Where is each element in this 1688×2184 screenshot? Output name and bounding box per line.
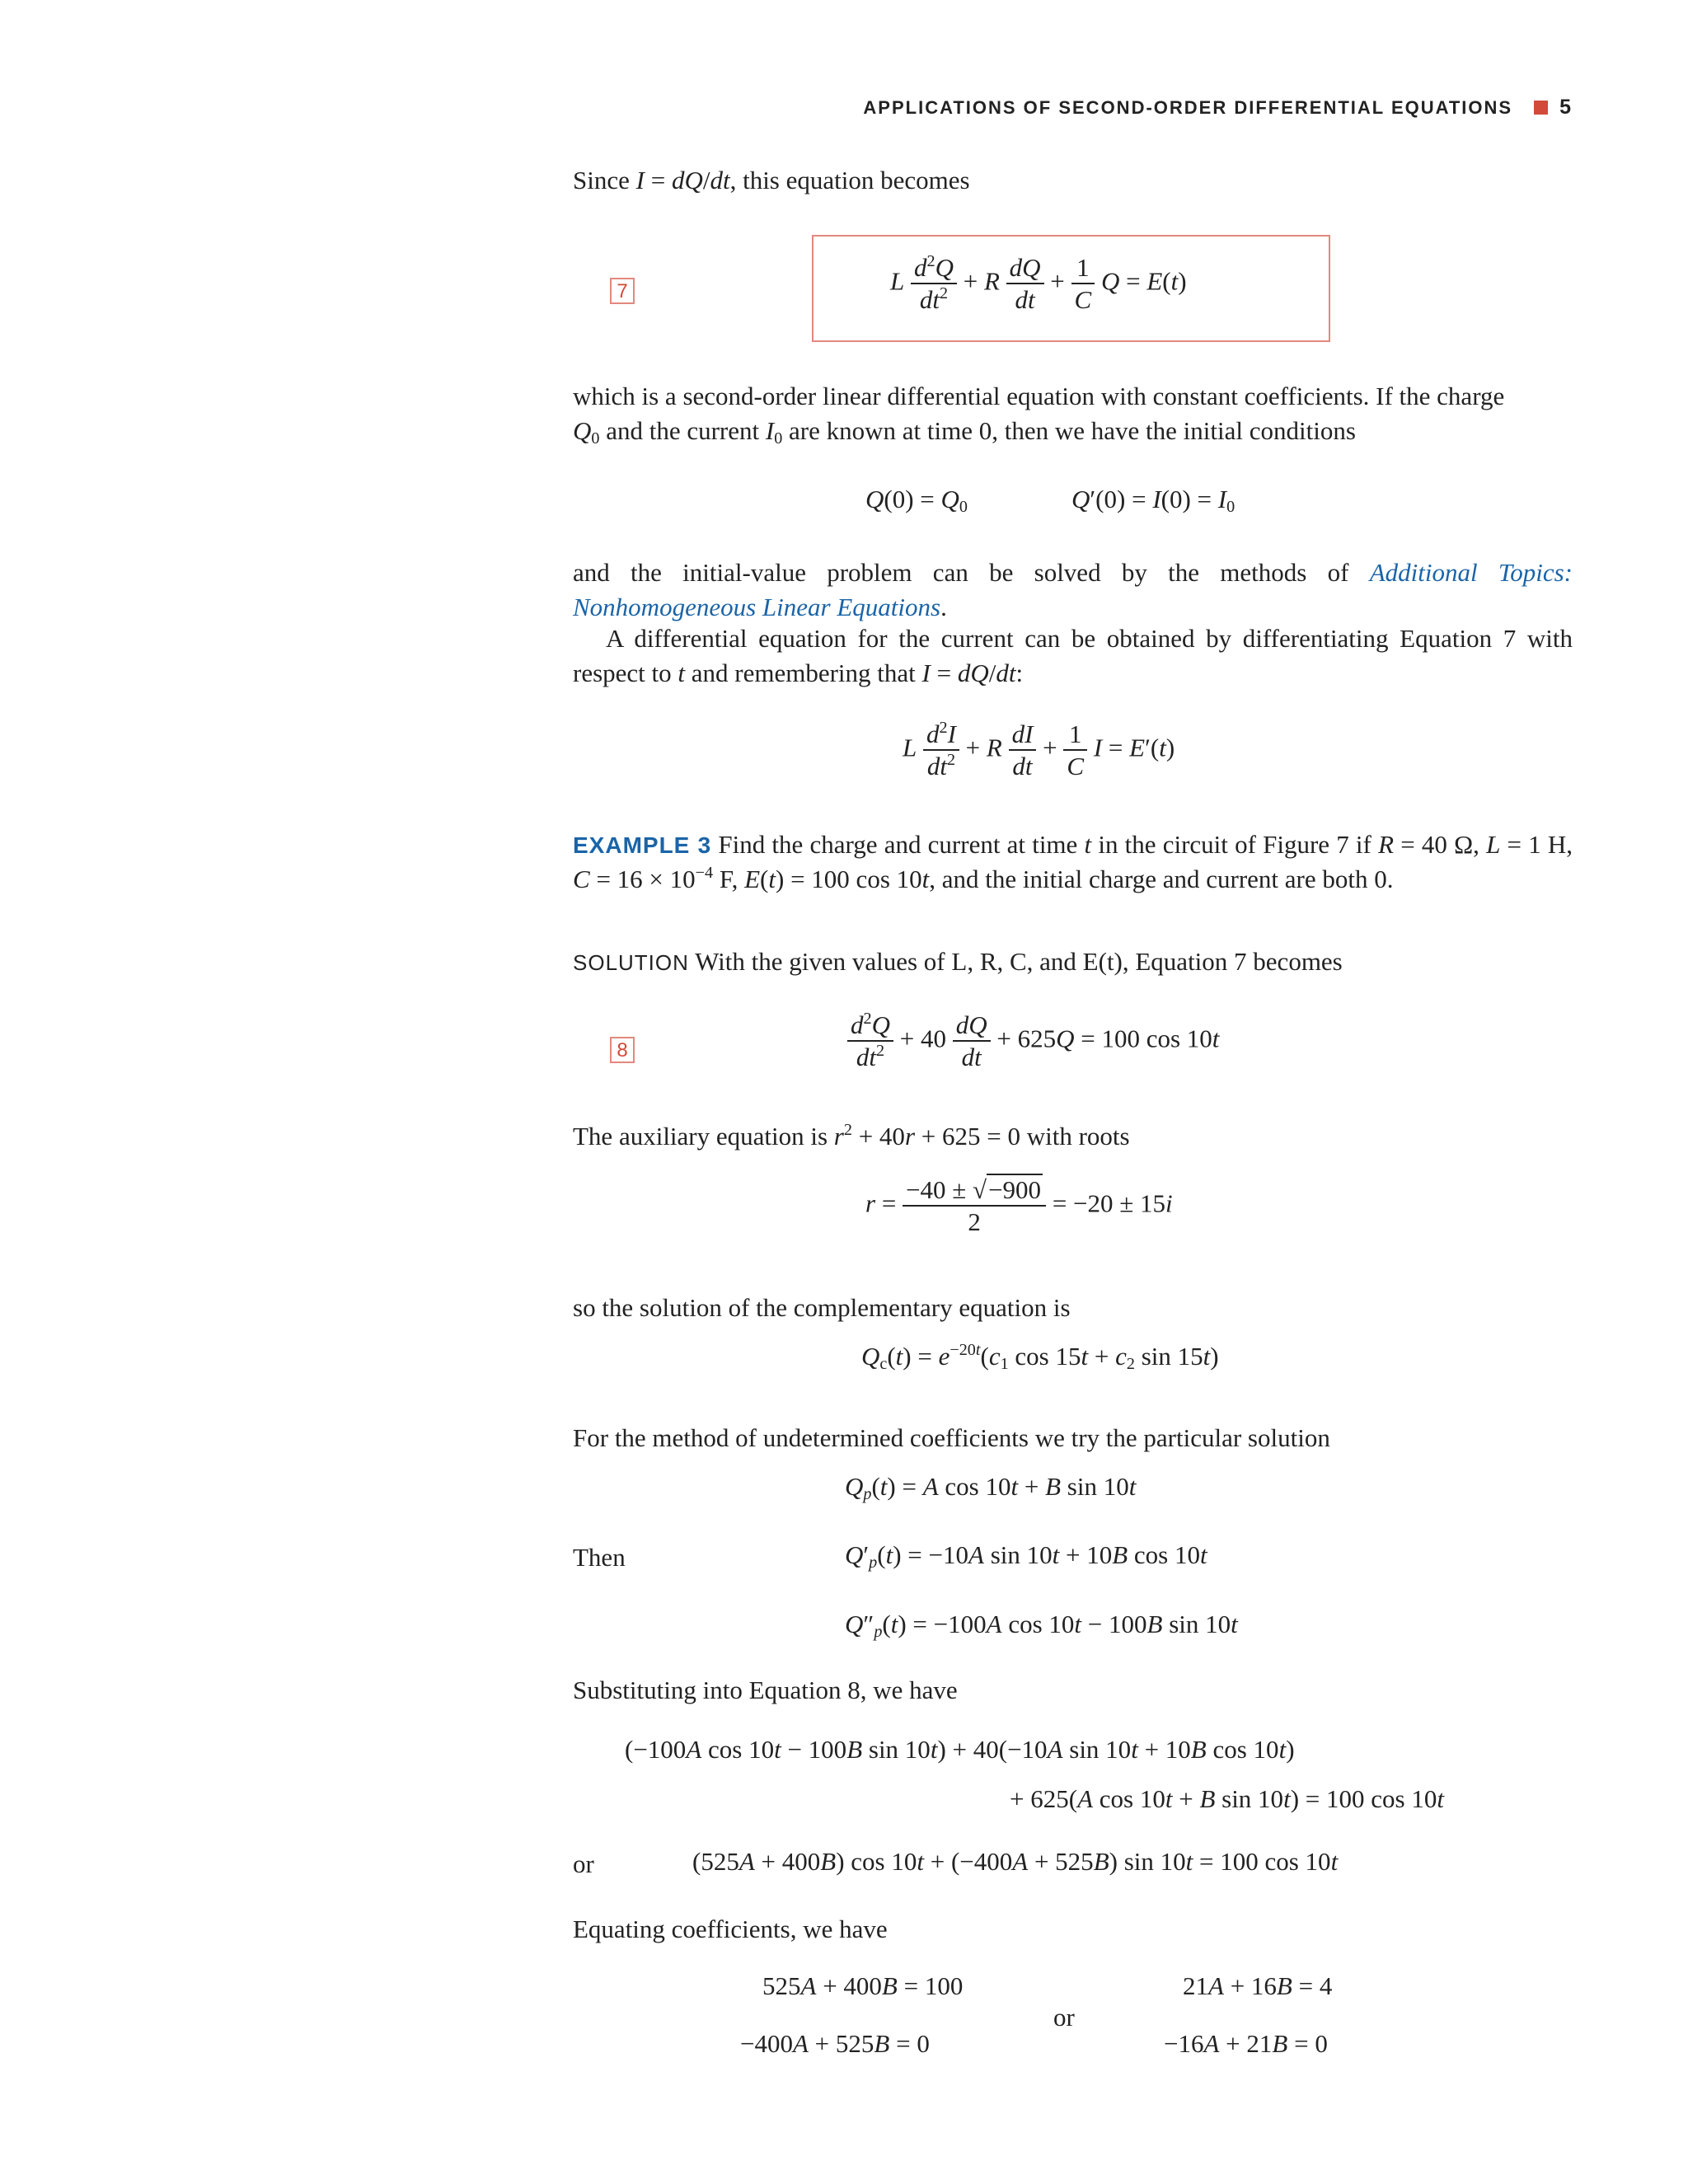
particular-second-derivative: $Q''_p(t) = -100A$ cos 10t − 100B sin 10t (845, 1610, 1238, 1642)
example-3: EXAMPLE 3 Find the charge and current at time t in the circuit of Figure 7 if R = 40 Ω, L = 1 H, $C = 16 \times 10^{-4}$ F, E(t) = 100 cos 10t, and the initial charge and current are both 0. (573, 830, 1573, 893)
red-square-icon (1534, 101, 1548, 115)
initial-condition-q: $Q(0) = Q_0$ (865, 485, 968, 517)
example-text-a: Find the charge and current at time (718, 830, 1078, 859)
particular-first-derivative: $Q'_p(t) = -10A$ sin 10t + 10B cos 10t (845, 1540, 1207, 1572)
equation-7: L $\frac{d^2Q}{dt^2}$ + R $\frac{dQ}{dt}$ + $\frac{1}{C}$ Q = E(t) (890, 251, 1187, 315)
auxiliary-line: The auxiliary equation is $r^2 + 40r + 625 = 0$ with roots (573, 1120, 1130, 1151)
undetermined-text: For the method of undetermined coefficients we try the particular solution (573, 1423, 1330, 1452)
example-text-b: in the circuit of Figure 7 if (1098, 830, 1372, 859)
paragraph-2: which is a second-order linear differential equation with constant coefficients. If the charge $Q_0$ and the current $I_0$ are known at time 0, then we have the initial conditions (573, 379, 1573, 448)
additional-topics-link[interactable]: Additional Topics: Nonhomogeneous Linear Equations (573, 558, 1573, 621)
aux-text-a: The auxiliary equation is (573, 1122, 828, 1151)
para2-line2-a: and the current (606, 415, 760, 445)
aux-text-b: with roots (1026, 1122, 1130, 1151)
equation-tag-7: 7 (610, 278, 635, 304)
then-label: Then (573, 1543, 626, 1572)
para2-line2-b: are known at time 0, then we have the initial conditions (789, 415, 1356, 445)
system-2-eq-a: 21A + 16B = 4 (1183, 1971, 1333, 2000)
page-number: 5 (1559, 96, 1573, 119)
system-1-eq-a: 525A + 400B = 100 (762, 1971, 964, 2000)
example-text-c: and the initial charge and current are both 0. (941, 864, 1394, 893)
running-header (863, 96, 1573, 120)
para2-line1: which is a second-order linear differential equation with constant coefficients. If the charge (573, 382, 1505, 410)
particular-solution: $Q_p(t) = A$ cos 10t + B sin 10t (845, 1472, 1137, 1504)
substituting-text: Substituting into Equation 8, we have (573, 1675, 958, 1704)
para4-text-a: A differential equation for the current can be obtained by differentiating Equation 7 with respect to (573, 624, 1573, 687)
initial-condition-i: $Q'(0) = I(0) = I_0$ (1071, 485, 1236, 517)
intro-line: Since I = dQ/dt, this equation becomes (573, 166, 970, 194)
or-label-1: or (573, 1849, 594, 1878)
current-equation: L $\frac{d^2I}{dt^2}$ + R $\frac{dI}{dt}$ + $\frac{1}{C}$ I = E′(t) (903, 718, 1175, 781)
para4-text-b: and remembering that (691, 658, 916, 687)
roots-equation: r = $\frac{-40 \pm √-900}{2}$ = −20 ± 15i (865, 1175, 1173, 1237)
paragraph-4: A differential equation for the current can be obtained by differentiating Equation 7 with respect to t and remembering that I = dQ/dt: (573, 624, 1573, 687)
since-tail: , this equation becomes (729, 166, 970, 194)
complementary-solution: $Q_c(t) = e^{-20t}(c_1$ $\cos 15t + c_2$ sin 15t) (861, 1340, 1219, 1374)
or-label-2: or (1053, 2003, 1075, 2032)
equation-8: $\frac{d^2Q}{dt^2}$ + 40 $\frac{dQ}{dt}$ + 625Q = 100 cos 10t (847, 1010, 1219, 1072)
since-text: Since (573, 166, 630, 194)
combined-equation: (525A + 400B) cos 10t + (−400A + 525B) sin 10t = 100 cos 10t (692, 1847, 1339, 1876)
example-label: EXAMPLE 3 (573, 832, 712, 858)
equation-tag-8: 8 (610, 1037, 635, 1063)
substitution-line-1: (−100A cos 10t − 100B sin 10t) + 40(−10A sin 10t + 10B cos 10t) (625, 1735, 1295, 1764)
substitution-line-2: + 625(A cos 10t + B sin 10t) = 100 cos 10t (1010, 1784, 1444, 1813)
system-2-eq-b: −16A + 21B = 0 (1164, 2029, 1328, 2058)
solution-text: With the given values of L, R, C, and E(t), Equation 7 becomes (695, 947, 1343, 976)
paragraph-3: and the initial-value problem can be solved by the methods of Additional Topics: Nonhomogeneous Linear Equations. (573, 558, 1573, 621)
equating-text: Equating coefficients, we have (573, 1915, 888, 1943)
solution-label: SOLUTION (573, 950, 689, 975)
para3-text: and the initial-value problem can be solved by the methods of (573, 558, 1349, 587)
complementary-text: so the solution of the complementary equation is (573, 1293, 1071, 1322)
running-title: APPLICATIONS OF SECOND-ORDER DIFFERENTIAL EQUATIONS (863, 96, 1513, 118)
system-1-eq-b: −400A + 525B = 0 (740, 2029, 930, 2058)
solution-line (573, 944, 1573, 979)
